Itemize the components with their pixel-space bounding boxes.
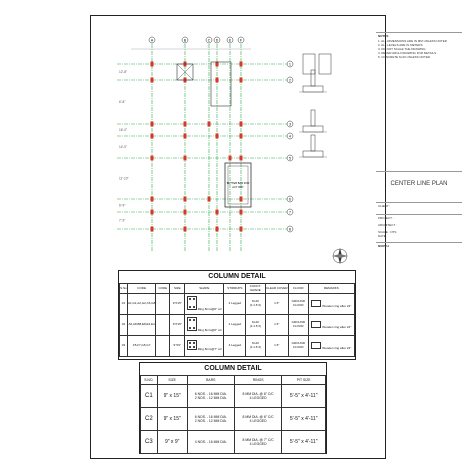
column-marker bbox=[184, 227, 187, 232]
th-rings: RINGS bbox=[234, 376, 281, 385]
drawing-sheet bbox=[90, 15, 448, 459]
title-divider bbox=[376, 171, 462, 172]
note-2: 2. ALL LEVELS ARE IN METERS bbox=[378, 43, 423, 47]
footing-detail bbox=[303, 151, 323, 157]
project-divider bbox=[376, 214, 462, 215]
shape-note: Ring 8mm@7" c/c bbox=[197, 347, 222, 352]
cell-sno: 01 bbox=[120, 294, 128, 315]
client-label: CLIENT : bbox=[378, 204, 391, 208]
dimension-label: 6'-8" bbox=[119, 100, 126, 104]
footing-detail bbox=[303, 86, 323, 92]
grid-bubble-right-label: 2 bbox=[289, 78, 291, 83]
note-5: 5. CONCRETE M-20 UNLESS NOTED bbox=[378, 55, 431, 59]
note-1: 1. ALL DIMENSIONS ARE IN MM UNLESS NOTED bbox=[378, 39, 447, 43]
column-marker bbox=[240, 227, 243, 232]
column-marker bbox=[240, 62, 243, 67]
remarks-text: Wooden ring after 24" bbox=[322, 345, 352, 350]
column-marker bbox=[240, 134, 243, 139]
column-marker bbox=[216, 210, 219, 215]
cell-code: A6,A8,B8,E8,E3,E4 bbox=[127, 315, 155, 336]
th-code: CODE bbox=[127, 284, 155, 294]
th-size: SIZE bbox=[170, 284, 185, 294]
cell-cover: 1.5" bbox=[265, 315, 288, 336]
cell-pit: 5'-5" x 4'-11" bbox=[282, 385, 326, 408]
cell-grade: M-20 (1:1.5:3) bbox=[246, 315, 265, 336]
cell-remarks bbox=[308, 294, 354, 315]
column-marker bbox=[240, 156, 243, 161]
butter-bar-box-inner bbox=[228, 166, 248, 204]
cell-size: 9"X15" bbox=[170, 294, 185, 315]
grid-bubble-top-label: E bbox=[228, 38, 232, 43]
column-marker bbox=[184, 156, 187, 161]
architect-label: ARCHITECT : bbox=[378, 223, 397, 227]
cell-rings: 8 MM DIA. @ 7" C/C 4 LEGGED bbox=[234, 431, 281, 454]
table1-title: COLUMN DETAIL bbox=[208, 273, 266, 280]
cell-cover: 1.5" bbox=[265, 294, 288, 315]
cell-cover: 1.5" bbox=[265, 336, 288, 357]
cell-shape bbox=[185, 294, 224, 315]
grid-bubble-right-label: 8 bbox=[289, 227, 291, 232]
cell-remarks bbox=[308, 315, 354, 336]
remarks-text: Wooden ring after 24" bbox=[322, 324, 352, 329]
cell-sno: C3 bbox=[141, 431, 158, 454]
table1-row bbox=[120, 315, 355, 336]
th-shape: SHAPE bbox=[185, 284, 224, 294]
th-floor: FLOOR bbox=[288, 284, 308, 294]
table2-title: COLUMN DETAIL bbox=[204, 365, 262, 372]
th-stirrups: STIRRUPS bbox=[224, 284, 246, 294]
th-bars: BARS bbox=[187, 376, 234, 385]
column-section-icon bbox=[187, 340, 197, 350]
footing-column bbox=[311, 110, 315, 126]
grid-bubble-right-label: 6 bbox=[289, 197, 291, 202]
cell-grade: M-20 (1:1.5:3) bbox=[246, 294, 265, 315]
title-block-divider bbox=[376, 32, 462, 33]
cell-stirrups: 4 Legged bbox=[224, 315, 246, 336]
column-marker bbox=[184, 210, 187, 215]
cell-floor: GROUND FLOOR bbox=[288, 294, 308, 315]
th-sno: S.No bbox=[120, 284, 128, 294]
notes-heading: NOTES bbox=[378, 34, 389, 38]
note-4: 4. REFER ARCH DRAWING FOR DETAILS bbox=[378, 51, 437, 55]
cell-code2 bbox=[156, 336, 170, 357]
shape-note: Ring 8mm@6" c/c bbox=[197, 307, 222, 312]
cell-bars: 6 NOS. - 16 MM DIA. 2 NOS. - 12 MM DIA. bbox=[187, 385, 234, 408]
client-divider bbox=[376, 202, 462, 203]
cell-pit: 5'-5" x 4'-11" bbox=[282, 408, 326, 431]
cell-stirrups: 4 Legged bbox=[224, 294, 246, 315]
cell-sno: C2 bbox=[141, 408, 158, 431]
cell-bars: 4 NOS. - 16 MM DIA. bbox=[187, 431, 234, 454]
column-section-icon bbox=[187, 317, 197, 331]
grid-bubble-right-label: 1 bbox=[289, 62, 291, 67]
ring-icon bbox=[311, 321, 321, 328]
column-section-icon bbox=[187, 296, 197, 310]
table2-row bbox=[141, 431, 326, 454]
column-detail-table-1 bbox=[118, 270, 356, 360]
box-label-2: ACT WAY bbox=[232, 186, 244, 189]
cell-pit: 5'-5" x 4'-11" bbox=[282, 431, 326, 454]
north-divider bbox=[376, 242, 462, 243]
north-label: NORTH bbox=[378, 244, 389, 248]
column-marker bbox=[151, 134, 154, 139]
table2-header-row bbox=[141, 376, 326, 385]
cell-size: 9" x 15" bbox=[157, 385, 187, 408]
cell-shape bbox=[185, 315, 224, 336]
table2-row bbox=[141, 385, 326, 408]
column-section-detail bbox=[303, 54, 315, 74]
drawing-title: CENTER LINE PLAN bbox=[390, 181, 448, 187]
grid-bubble-top-label: A bbox=[150, 38, 154, 43]
north-arrow-needle-ew bbox=[332, 254, 348, 258]
cell-code2 bbox=[156, 294, 170, 315]
column-marker bbox=[240, 210, 243, 215]
dimension-label: 16'-0" bbox=[119, 128, 128, 132]
box-label: BUTTER BAR FOR bbox=[226, 182, 250, 185]
dimension-label: 11'-10" bbox=[119, 176, 129, 181]
column-marker bbox=[216, 78, 219, 83]
column-marker bbox=[151, 210, 154, 215]
shape-note: Ring 8mm@6" c/c bbox=[197, 328, 222, 333]
ring-icon bbox=[311, 300, 321, 307]
grid-bubble-top-label: C bbox=[207, 38, 211, 43]
column-marker bbox=[151, 122, 154, 127]
cell-shape bbox=[185, 336, 224, 357]
note-3: 3. DO NOT SCALE THE DRAWING bbox=[378, 47, 426, 51]
table2-row bbox=[141, 408, 326, 431]
grid-bubble-top-label: B bbox=[183, 38, 187, 43]
column-marker bbox=[151, 156, 154, 161]
column-marker bbox=[208, 122, 211, 127]
grid-bubble-top-label: F bbox=[239, 38, 243, 43]
column-detail-table-2 bbox=[139, 362, 327, 454]
dimension-label: 12'-8" bbox=[119, 70, 128, 74]
table1-header-row bbox=[120, 284, 355, 294]
cell-size: 9"X15" bbox=[170, 315, 185, 336]
cell-rings: 8 MM DIA. @ 6" C/C 4 LEGGED bbox=[234, 385, 281, 408]
grid-bubble-right-label: 3 bbox=[289, 122, 291, 127]
th-size: SIZE bbox=[157, 376, 187, 385]
cell-remarks bbox=[308, 336, 354, 357]
butter-bar-box bbox=[225, 163, 251, 207]
ring-icon bbox=[311, 342, 321, 349]
column-marker bbox=[184, 197, 187, 202]
th-grade: CONCT. GRADE bbox=[246, 284, 265, 294]
cell-code: F5,F7,G5,G7 bbox=[127, 336, 155, 357]
cell-stirrups: 4 Legged bbox=[224, 336, 246, 357]
cell-bars: 6 NOS. - 16 MM DIA. 2 NOS. - 12 MM DIA. bbox=[187, 408, 234, 431]
cell-floor: GROUND FLOOR bbox=[288, 336, 308, 357]
grid-bubble-right-label: 7 bbox=[289, 210, 291, 215]
date-label: DATE : bbox=[378, 234, 388, 238]
grid-bubble-right-label: 5 bbox=[289, 156, 291, 161]
remarks-text: Wooden ring after 24" bbox=[322, 303, 352, 308]
cell-floor: GROUND FLOOR bbox=[288, 315, 308, 336]
cell-sno: 03 bbox=[120, 336, 128, 357]
th-pit-size: PIT SIZE bbox=[282, 376, 326, 385]
cell-size: 9" x 9" bbox=[157, 431, 187, 454]
column-marker bbox=[216, 134, 219, 139]
dimension-label: 6'-9" bbox=[119, 203, 126, 208]
grid-bubble-right-label: 4 bbox=[289, 134, 291, 139]
column-marker bbox=[208, 197, 211, 202]
column-marker bbox=[240, 122, 243, 127]
table1-row bbox=[120, 294, 355, 315]
footing-column bbox=[311, 135, 315, 151]
th-code2: CODE bbox=[156, 284, 170, 294]
dimension-label: 14'-0" bbox=[119, 145, 128, 149]
cell-code: A1,G1,A2,G2,C6,G8 bbox=[127, 294, 155, 315]
grid-bubble-top-label: D bbox=[215, 38, 219, 43]
project-label: PROJECT : bbox=[378, 216, 394, 220]
th-sno: S.NO. bbox=[141, 376, 158, 385]
th-cover: CLEAR COVER bbox=[265, 284, 288, 294]
center-line-plan bbox=[91, 16, 387, 278]
column-marker bbox=[151, 197, 154, 202]
th-remarks: REMARKS bbox=[308, 284, 354, 294]
column-marker bbox=[151, 78, 154, 83]
footing-detail bbox=[303, 126, 323, 132]
column-marker bbox=[151, 227, 154, 232]
cell-sno: C1 bbox=[141, 385, 158, 408]
cell-grade: M-20 (1:1.5:3) bbox=[246, 336, 265, 357]
column-marker bbox=[240, 197, 243, 202]
column-marker bbox=[184, 134, 187, 139]
shaft-box bbox=[211, 62, 231, 106]
column-marker bbox=[151, 62, 154, 67]
column-section-detail bbox=[319, 54, 331, 74]
cell-sno: 02 bbox=[120, 315, 128, 336]
column-marker bbox=[240, 78, 243, 83]
column-marker bbox=[216, 227, 219, 232]
column-marker bbox=[229, 156, 232, 161]
column-marker bbox=[184, 122, 187, 127]
table1-row bbox=[120, 336, 355, 357]
scale-label: SCALE : NTS bbox=[378, 230, 397, 234]
cell-code2 bbox=[156, 315, 170, 336]
dimension-label: 7'-3" bbox=[119, 218, 126, 223]
cell-size: 9" x 15" bbox=[157, 408, 187, 431]
cell-size: 9"X9" bbox=[170, 336, 185, 357]
footing-column bbox=[311, 70, 315, 86]
cell-rings: 8 MM DIA. @ 6" C/C 4 LEGGED bbox=[234, 408, 281, 431]
